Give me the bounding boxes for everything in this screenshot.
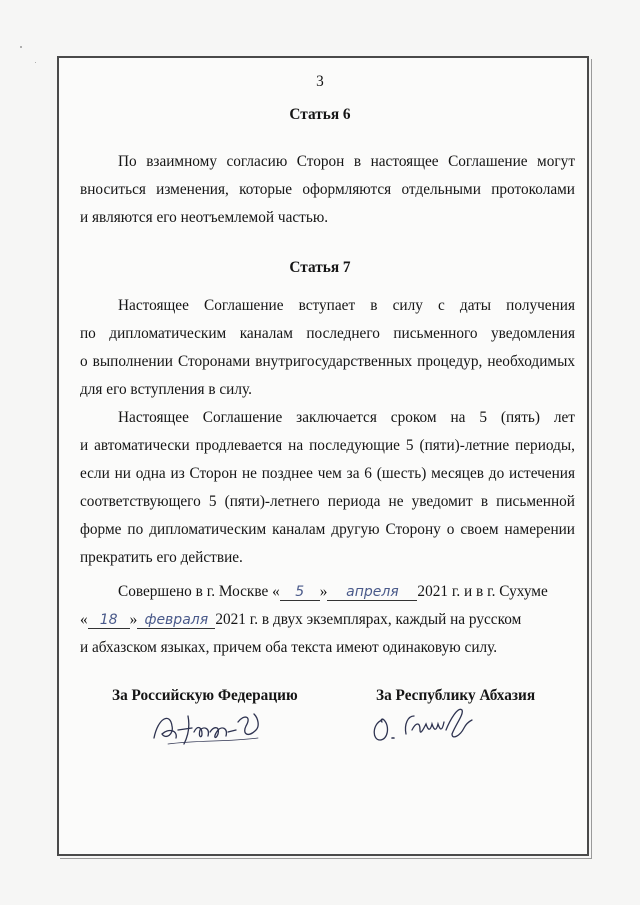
scan-speck bbox=[20, 46, 22, 48]
article-7-heading: Статья 7 bbox=[289, 259, 351, 276]
closing-text: » bbox=[129, 611, 138, 628]
closing-text: 2021 г. и в г. Сухуме bbox=[417, 583, 548, 600]
page-frame bbox=[57, 56, 589, 856]
article-7-p1-line: о выполнении Сторонами внутригосударственных процедур, необходимых bbox=[80, 353, 575, 370]
moscow-day-handwritten: 5 bbox=[280, 584, 320, 601]
article-7-p2-line: прекратить его действие. bbox=[80, 549, 243, 566]
article-6-line: и являются его неотъемлемой частью. bbox=[80, 209, 329, 226]
scan-speck bbox=[35, 62, 36, 63]
article-7-p2-line: если ни одна из Сторон не позднее чем за 6 (шесть) месяцев до истечения bbox=[80, 465, 575, 482]
signature-label-russia: За Российскую Федерацию bbox=[112, 687, 298, 704]
sukhum-day-handwritten: 18 bbox=[88, 612, 130, 629]
closing-line-3: и абхазском языках, причем оба текста имеют одинаковую силу. bbox=[80, 639, 498, 656]
article-7-p2-line: форме по дипломатическим каналам другую Сторону о своем намерении bbox=[80, 521, 575, 538]
signature-abkhazia bbox=[368, 700, 488, 748]
closing-text: » bbox=[319, 583, 328, 600]
closing-line-1 bbox=[118, 582, 548, 602]
closing-text: « bbox=[80, 611, 88, 628]
article-7-p2-line: и автоматически продлевается на последующие 5 (пяти)-летние периоды, bbox=[80, 437, 575, 454]
closing-text: 2021 г. в двух экземплярах, каждый на русском bbox=[215, 611, 522, 628]
article-7-p2-line: Настоящее Соглашение заключается сроком на 5 (пять) лет bbox=[118, 409, 575, 426]
sukhum-month-handwritten: февраля bbox=[137, 612, 215, 629]
article-7-p1-line: Настоящее Соглашение вступает в силу с даты получения bbox=[118, 297, 575, 314]
article-6-line: вноситься изменения, которые оформляются отдельными протоколами bbox=[80, 181, 575, 198]
article-6-line: По взаимному согласию Сторон в настоящее Соглашение могут bbox=[118, 153, 575, 170]
closing-line-2 bbox=[80, 610, 521, 630]
article-7-p2-line: соответствующего 5 (пяти)-летнего периода не уведомит в письменной bbox=[80, 493, 575, 510]
moscow-month-handwritten: апреля bbox=[327, 584, 417, 601]
article-6-heading: Статья 6 bbox=[289, 106, 351, 123]
signature-label-abkhazia: За Республику Абхазия bbox=[376, 687, 536, 704]
signature-russia bbox=[148, 704, 268, 748]
page-number: 3 bbox=[316, 73, 324, 90]
closing-text: Совершено в г. Москве « bbox=[118, 583, 280, 600]
article-7-p1-line: по дипломатическим каналам последнего письменного уведомления bbox=[80, 325, 575, 342]
article-7-p1-line: для его вступления в силу. bbox=[80, 381, 252, 398]
